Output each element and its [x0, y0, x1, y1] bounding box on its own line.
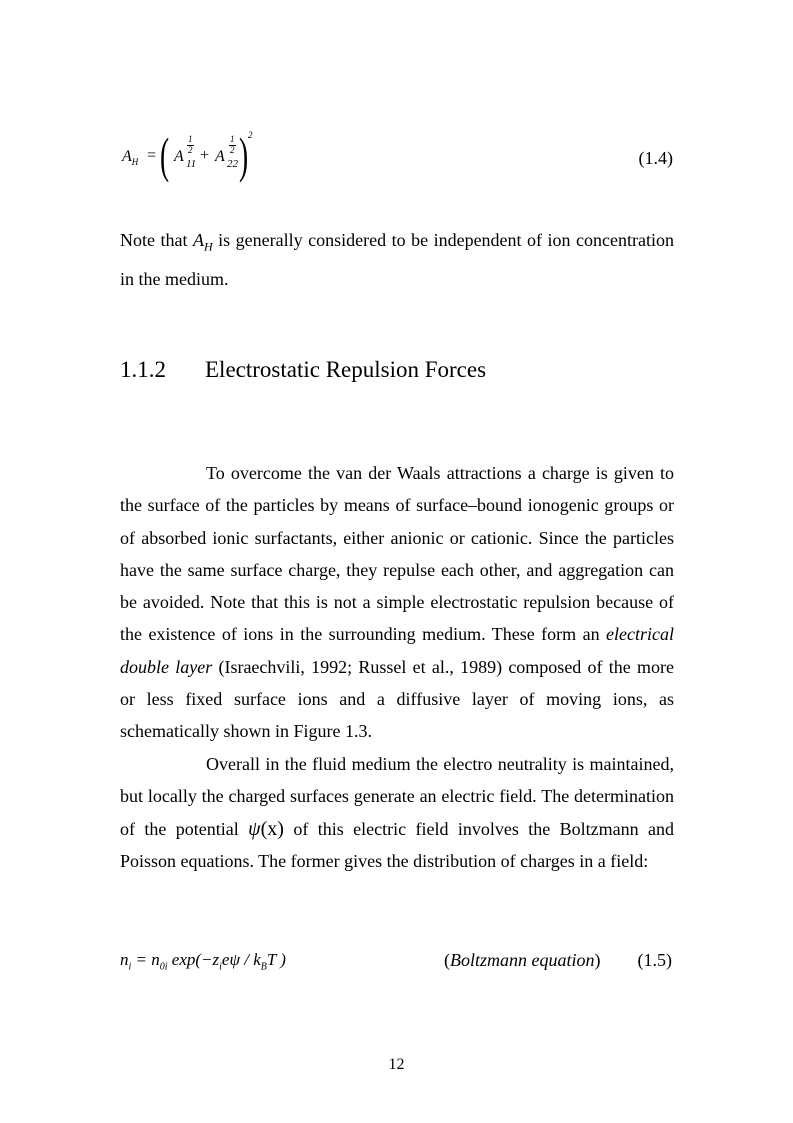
equation-1-5 [120, 948, 674, 978]
section-number: 1.1.2 [120, 357, 166, 382]
eq14-paren-open: ( [160, 127, 170, 183]
paragraph-1-text-a: To overcome the van der Waals attractions a charge is given to the surface of the particles by means of surface–bound ionogenic groups or of absorbed ionic surfactants, either anionic or cationic. Since the particles have the same surface charge, they repulse each other, and aggregation can be avoided. Note that this is not a simple electrostatic repulsion because of the existence of ions in the surrounding medium. These form an [120, 463, 674, 645]
paragraph-2-text-a: Overall in the fluid medium the electro neutrality is maintained, but locally the charged surfaces generate an electric field. The determination of the potential [120, 754, 674, 839]
eq14-term1-frac-num: 1 [188, 134, 193, 144]
eq14-term2-frac-num: 1 [230, 134, 235, 144]
eq14-lhs: $A_H$ [122, 148, 139, 168]
eq15-expression: $n_i = n_{0i}$ $\exp(-z_ie\psi / k_BT$ ) [120, 950, 286, 973]
page-number: 12 [388, 1056, 405, 1073]
note-symbol-sub: H [203, 239, 213, 254]
equation-number-1-4: (1.4) [638, 148, 673, 168]
eq14-paren-close: ) [239, 127, 249, 183]
eq14-lhs-sub: H [131, 157, 139, 168]
eq14-term2: A [215, 148, 225, 165]
eq14-equals: = [147, 147, 157, 164]
eq14-term1-sub: 11 [186, 158, 197, 170]
paragraph-2 [120, 748, 674, 877]
paragraph-1-text-b: (Israechvili, 1992; Russel et al., 1989) composed of the more or less fixed surface ions and a diffusive layer of moving ions, as schematically shown in Figure 1.3. [120, 656, 674, 742]
note-paragraph [120, 224, 674, 295]
note-text-post: is generally considered to be independent of ion concentration in the medium. [120, 230, 674, 289]
potential-symbol [248, 818, 284, 840]
eq14-plus: + [200, 147, 210, 164]
paragraph-2-text-b: of this electric field involves the Boltzmann and Poisson equations. The former gives the distribution of charges in a field: [120, 818, 675, 871]
paragraph-1 [120, 457, 674, 748]
eq14-term2-sub: 22 [227, 158, 238, 170]
eq15-label-text: Boltzmann equation [450, 950, 595, 970]
psi-symbol: ψ [248, 817, 261, 840]
paragraph-1-emphasis: electrical double layer [120, 624, 674, 677]
equation-number-1-5: (1.5) [637, 950, 672, 970]
psi-argument: (x) [260, 817, 284, 840]
eq14-term2-frac-den: 2 [230, 145, 235, 155]
note-text-pre: Note that [120, 230, 193, 250]
note-symbol: $A_H$ [192, 230, 213, 254]
eq14-term1: A [174, 148, 184, 165]
eq14-term1-frac-den: 2 [188, 145, 193, 155]
section-title: Electrostatic Repulsion Forces [205, 357, 487, 382]
eq15-label: (Boltzmann equation) [444, 950, 601, 970]
equation-1-4 [120, 128, 675, 188]
eq14-outer-exponent: 2 [248, 130, 253, 140]
